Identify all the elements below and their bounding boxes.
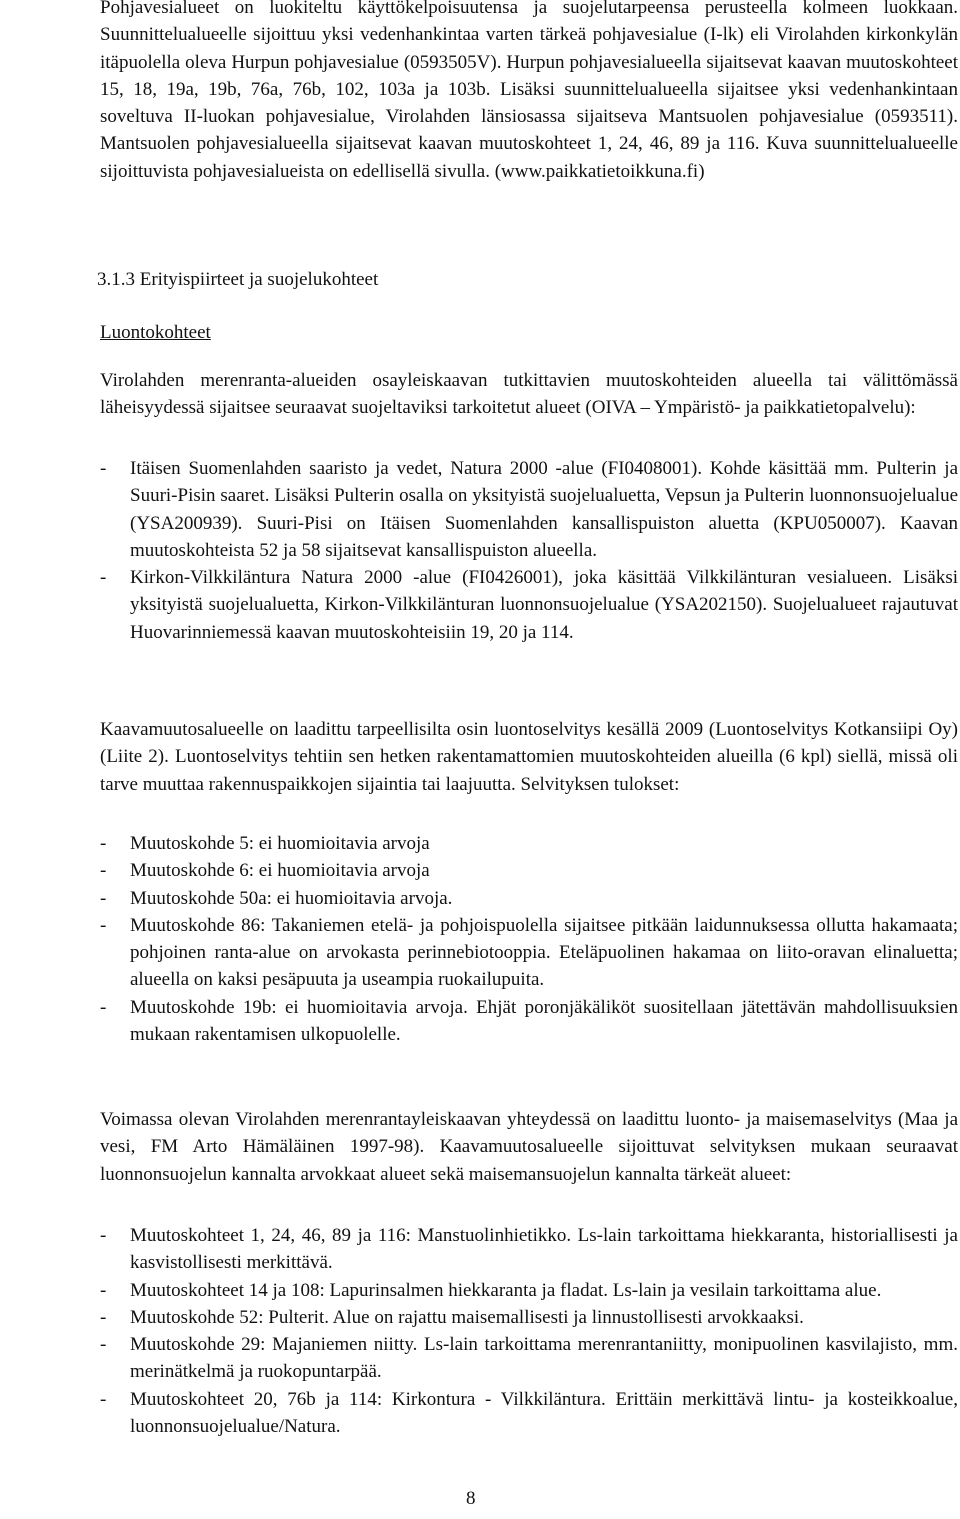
list-item: - Muutoskohteet 14 ja 108: Lapurinsalmen hiekkaranta ja fladat. Ls-lain ja vesilain tarkoittama alue. (100, 1277, 958, 1304)
list-item: - Muutoskohde 5: ei huomioitavia arvoja (100, 830, 958, 857)
valuable-areas-list (100, 1222, 958, 1440)
page-number: 8 (466, 1488, 476, 1509)
list-item: - Muutoskohde 86: Takaniemen etelä- ja pohjoispuolella sijaitsee pitkään laidunnuksessa ollutta hakamaata; pohjoinen ranta-alue on arvokasta perinnebiotooppia. Eteläpuolinen hakamaa on liito-oravan elinaluetta; alueella on kaksi pesäpuuta ja useampia ruokailupuita. (100, 912, 958, 994)
list-item: - Muutoskohteet 1, 24, 46, 89 ja 116: Manstuolinhietikko. Ls-lain tarkoittama hiekkaranta, historiallisesti ja kasvistollisesti merkittävä. (100, 1222, 958, 1277)
section-heading: 3.1.3 Erityispiirteet ja suojelukohteet (97, 269, 379, 290)
list-item: - Kirkon-Vilkkiläntura Natura 2000 -alue (FI0426001), joka käsittää Vilkkilänturan vesialueen. Lisäksi yksityistä suojelualuetta, Kirkon-Vilkkilänturan luonnonsuojelualue (YSA202150). Suojelualueet rajautuvat Huovarinniemessä kaavan muutoskohteisiin 19, 20 ja 114. (100, 564, 958, 646)
list-item: - Muutoskohteet 20, 76b ja 114: Kirkontura - Vilkkiläntura. Erittäin merkittävä lintu- ja kosteikkoalue, luonnonsuojelualue/Natura. (100, 1386, 958, 1441)
list-item: - Itäisen Suomenlahden saaristo ja vedet, Natura 2000 -alue (FI0408001). Kohde käsittää mm. Pulterin ja Suuri-Pisin saaret. Lisäksi Pulterin osalla on yksityistä suojelualuetta, Vepsun ja Pulterin luonnonsuojelualue (YSA200939). Suuri-Pisi on Itäisen Suomenlahden kansallispuiston aluetta (KPU050007). Kaavan muutoskohteista 52 ja 58 sijaitsevat kansallispuiston alueella. (100, 455, 958, 564)
list-item: - Muutoskohde 29: Majaniemen niitty. Ls-lain tarkoittama merenrantaniitty, monipuolinen kasvilajisto, mm. merinätkelmä ja ruokopuntarpää. (100, 1331, 958, 1386)
list-item: - Muutoskohde 50a: ei huomioitavia arvoja. (100, 885, 958, 912)
intro-paragraph: Pohjavesialueet on luokiteltu käyttökelpoisuutensa ja suojelutarpeensa perusteella kolmeen luokkaan. Suunnittelualueelle sijoittuu yksi vedenhankintaa varten tärkeä pohjavesialue (I-lk) eli Virolahden kirkonkylän itäpuolella oleva Hurpun pohjavesialue (0593505V). Hurpun pohjavesialueella sijaitsevat kaavan muutoskohteet 15, 18, 19a, 19b, 76a, 76b, 102, 103a ja 103b. Lisäksi suunnittelualueella sijaitsee yksi vedenhankintaan soveltuva II-luokan pohjavesialue, Virolahden länsiosassa sijaitseva Mantsuolen pohjavesialue (0593511). Mantsuolen pohjavesialueella sijaitsevat kaavan muutoskohteet 1, 24, 46, 89 ja 116. Kuva suunnittelualueelle sijoittuvista pohjavesialueista on edellisellä sivulla. (www.paikkatietoikkuna.fi) (100, 0, 958, 182)
natura-list (100, 455, 958, 646)
paragraph-landscape: Voimassa olevan Virolahden merenrantayleiskaavan yhteydessä on laadittu luonto- ja maisemaselvitys (Maa ja vesi, FM Arto Hämäläinen 1997-98). Kaavamuutosalueelle sijoittuvat selvityksen mukaan seuraavat luonnonsuojelun kannalta arvokkaat alueet sekä maisemansuojelun kannalta tärkeät alueet: (100, 1109, 958, 1185)
list-item: - Muutoskohde 19b: ei huomioitavia arvoja. Ehjät poronjäkäliköt suositellaan jätettävän mahdollisuuksien mukaan rakentamisen ulkopuolelle. (100, 994, 958, 1049)
subheading-luontokohteet: Luontokohteet (100, 322, 211, 343)
list-item: - Muutoskohde 52: Pulterit. Alue on rajattu maisemallisesti ja linnustollisesti arvokkaaksi. (100, 1304, 958, 1331)
results-list (100, 830, 958, 1048)
paragraph-survey: Kaavamuutosalueelle on laadittu tarpeellisilta osin luontoselvitys kesällä 2009 (Luontoselvitys Kotkansiipi Oy) (Liite 2). Luontoselvitys tehtiin sen hetken rakentamattomien muutoskohteiden alueilla (6 kpl) siellä, missä oli tarve muuttaa rakennuspaikkojen sijaintia tai laajuutta. Selvityksen tulokset: (100, 719, 958, 795)
paragraph-oiva: Virolahden merenranta-alueiden osayleiskaavan tutkittavien muutoskohteiden alueella tai välittömässä läheisyydessä sijaitsee seuraavat suojeltaviksi tarkoitetut alueet (OIVA – Ympäristö- ja paikkatietopalvelu): (100, 370, 958, 419)
list-item: - Muutoskohde 6: ei huomioitavia arvoja (100, 857, 958, 884)
